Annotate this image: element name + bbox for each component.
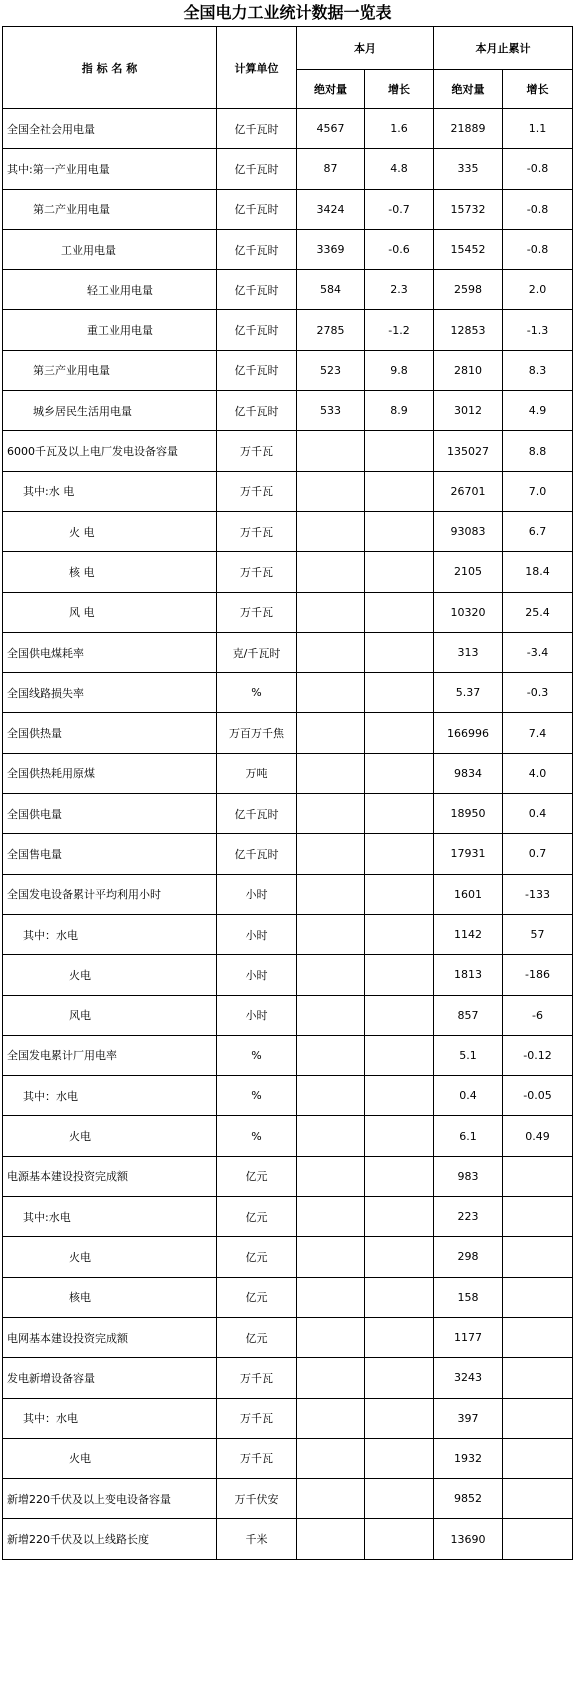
row-ytd-absolute: 2810: [434, 350, 503, 390]
row-ytd-growth: [503, 1197, 573, 1237]
table-row: [3, 511, 573, 551]
row-month-growth: [365, 1277, 434, 1317]
row-month-absolute: [297, 1317, 365, 1357]
page-title: 全国电力工业统计数据一览表: [183, 3, 392, 22]
row-unit: 万千瓦: [217, 1438, 297, 1478]
row-month-absolute: [297, 1116, 365, 1156]
row-ytd-growth: -0.12: [503, 1035, 573, 1075]
row-month-growth: [365, 713, 434, 753]
row-ytd-absolute: 3012: [434, 391, 503, 431]
table-row: [3, 229, 573, 269]
row-unit: 亿千瓦时: [217, 270, 297, 310]
row-ytd-absolute: 1601: [434, 874, 503, 914]
row-unit: 万千瓦: [217, 1398, 297, 1438]
row-ytd-growth: 6.7: [503, 511, 573, 551]
row-ytd-absolute: 158: [434, 1277, 503, 1317]
row-unit: 万千瓦: [217, 471, 297, 511]
row-month-growth: [365, 753, 434, 793]
row-ytd-absolute: 2598: [434, 270, 503, 310]
table-row: [3, 391, 573, 431]
row-unit: 小时: [217, 874, 297, 914]
row-month-growth: [365, 834, 434, 874]
table-row: [3, 753, 573, 793]
row-ytd-growth: 4.0: [503, 753, 573, 793]
row-name: 火 电: [3, 511, 217, 551]
row-name: 风 电: [3, 592, 217, 632]
row-month-absolute: [297, 914, 365, 954]
row-month-growth: -1.2: [365, 310, 434, 350]
row-unit: 亿千瓦时: [217, 794, 297, 834]
row-unit: 万千瓦: [217, 431, 297, 471]
row-name: 6000千瓦及以上电厂发电设备容量: [3, 431, 217, 471]
row-month-growth: [365, 1519, 434, 1559]
row-ytd-absolute: 9852: [434, 1479, 503, 1519]
row-month-absolute: [297, 1237, 365, 1277]
row-month-growth: [365, 1116, 434, 1156]
row-month-absolute: 3369: [297, 229, 365, 269]
table-row: [3, 1156, 573, 1196]
row-month-absolute: 533: [297, 391, 365, 431]
row-month-growth: -0.7: [365, 189, 434, 229]
table-row: [3, 1197, 573, 1237]
table-row: [3, 1116, 573, 1156]
row-unit: 亿千瓦时: [217, 310, 297, 350]
row-ytd-growth: 2.0: [503, 270, 573, 310]
row-ytd-absolute: 397: [434, 1398, 503, 1438]
row-unit: %: [217, 673, 297, 713]
table-row: [3, 673, 573, 713]
row-month-growth: [365, 1479, 434, 1519]
row-ytd-absolute: 9834: [434, 753, 503, 793]
table-row: [3, 1398, 573, 1438]
row-name: 其中：水电: [3, 914, 217, 954]
row-month-growth: [365, 1035, 434, 1075]
row-ytd-absolute: 2105: [434, 552, 503, 592]
table-row: [3, 1237, 573, 1277]
row-ytd-absolute: 15452: [434, 229, 503, 269]
row-ytd-growth: 57: [503, 914, 573, 954]
row-unit: 万千瓦: [217, 592, 297, 632]
row-name: 风电: [3, 995, 217, 1035]
row-month-growth: 1.6: [365, 109, 434, 149]
table-row: [3, 1277, 573, 1317]
row-month-growth: [365, 1358, 434, 1398]
row-name: 第二产业用电量: [3, 189, 217, 229]
row-unit: %: [217, 1035, 297, 1075]
row-month-absolute: [297, 1358, 365, 1398]
table-row: [3, 1076, 573, 1116]
row-month-growth: [365, 1156, 434, 1196]
table-row: [3, 1479, 573, 1519]
row-month-growth: 9.8: [365, 350, 434, 390]
row-name: 电网基本建设投资完成额: [3, 1317, 217, 1357]
table-row: [3, 713, 573, 753]
header-this-month: 本月: [297, 27, 434, 70]
row-unit: 克/千瓦时: [217, 632, 297, 672]
row-ytd-growth: [503, 1317, 573, 1357]
row-name: 全国售电量: [3, 834, 217, 874]
table-row: [3, 552, 573, 592]
row-unit: 亿千瓦时: [217, 391, 297, 431]
row-month-growth: [365, 673, 434, 713]
row-month-absolute: [297, 552, 365, 592]
row-ytd-absolute: 15732: [434, 189, 503, 229]
table-row: [3, 632, 573, 672]
table-row: [3, 1035, 573, 1075]
row-name: 城乡居民生活用电量: [3, 391, 217, 431]
table-body: [3, 109, 573, 1560]
row-ytd-growth: 1.1: [503, 109, 573, 149]
row-ytd-absolute: 298: [434, 1237, 503, 1277]
table-row: [3, 431, 573, 471]
table-row: [3, 592, 573, 632]
row-ytd-growth: 7.4: [503, 713, 573, 753]
row-ytd-growth: 25.4: [503, 592, 573, 632]
table-row: [3, 955, 573, 995]
row-name: 核电: [3, 1277, 217, 1317]
row-ytd-absolute: 223: [434, 1197, 503, 1237]
row-name: 其中:水电: [3, 1197, 217, 1237]
row-month-absolute: 4567: [297, 109, 365, 149]
row-month-absolute: [297, 1197, 365, 1237]
row-month-absolute: 2785: [297, 310, 365, 350]
row-unit: 万百万千焦: [217, 713, 297, 753]
row-name: 全国供热耗用原煤: [3, 753, 217, 793]
row-ytd-absolute: 983: [434, 1156, 503, 1196]
row-ytd-absolute: 166996: [434, 713, 503, 753]
row-ytd-absolute: 17931: [434, 834, 503, 874]
row-name: 新增220千伏及以上变电设备容量: [3, 1479, 217, 1519]
row-month-absolute: [297, 1519, 365, 1559]
table-row: [3, 834, 573, 874]
row-ytd-growth: [503, 1479, 573, 1519]
row-month-growth: [365, 794, 434, 834]
row-unit: 千米: [217, 1519, 297, 1559]
row-month-absolute: [297, 592, 365, 632]
row-name: 火电: [3, 1116, 217, 1156]
row-name: 火电: [3, 955, 217, 995]
row-ytd-growth: -6: [503, 995, 573, 1035]
row-ytd-absolute: 0.4: [434, 1076, 503, 1116]
row-ytd-growth: [503, 1398, 573, 1438]
row-month-growth: [365, 552, 434, 592]
row-month-growth: [365, 1237, 434, 1277]
row-name: 全国全社会用电量: [3, 109, 217, 149]
table-header: [3, 27, 573, 109]
table-row: [3, 270, 573, 310]
row-ytd-growth: 4.9: [503, 391, 573, 431]
row-ytd-growth: -0.8: [503, 149, 573, 189]
row-month-absolute: [297, 834, 365, 874]
table-row: [3, 874, 573, 914]
row-unit: 亿元: [217, 1277, 297, 1317]
row-ytd-growth: [503, 1358, 573, 1398]
header-indicator: 指 标 名 称: [3, 27, 217, 109]
row-month-absolute: [297, 753, 365, 793]
row-name: 其中：水电: [3, 1076, 217, 1116]
row-ytd-growth: 7.0: [503, 471, 573, 511]
row-ytd-growth: [503, 1237, 573, 1277]
row-unit: 亿千瓦时: [217, 834, 297, 874]
row-ytd-growth: -0.3: [503, 673, 573, 713]
row-unit: 亿千瓦时: [217, 229, 297, 269]
row-ytd-absolute: 10320: [434, 592, 503, 632]
row-unit: %: [217, 1076, 297, 1116]
table-row: [3, 914, 573, 954]
row-ytd-absolute: 135027: [434, 431, 503, 471]
table-row: [3, 1317, 573, 1357]
row-month-absolute: [297, 471, 365, 511]
header-ytd-absolute: 绝对量: [434, 70, 503, 109]
row-month-absolute: [297, 1035, 365, 1075]
row-unit: 亿千瓦时: [217, 109, 297, 149]
row-ytd-absolute: 93083: [434, 511, 503, 551]
row-month-absolute: [297, 1479, 365, 1519]
row-month-growth: [365, 874, 434, 914]
header-ytd: 本月止累计: [434, 27, 573, 70]
row-name: 全国发电累计厂用电率: [3, 1035, 217, 1075]
row-name: 核 电: [3, 552, 217, 592]
row-unit: 亿元: [217, 1317, 297, 1357]
row-ytd-absolute: 313: [434, 632, 503, 672]
row-name: 电源基本建设投资完成额: [3, 1156, 217, 1196]
row-month-growth: [365, 1076, 434, 1116]
header-month-absolute: 绝对量: [297, 70, 365, 109]
row-ytd-growth: [503, 1156, 573, 1196]
row-ytd-growth: -133: [503, 874, 573, 914]
row-unit: 万千瓦: [217, 1358, 297, 1398]
row-month-absolute: [297, 1076, 365, 1116]
row-ytd-absolute: 3243: [434, 1358, 503, 1398]
header-ytd-growth: 增长: [503, 70, 573, 109]
row-month-growth: [365, 632, 434, 672]
row-unit: 万吨: [217, 753, 297, 793]
row-ytd-absolute: 13690: [434, 1519, 503, 1559]
row-ytd-absolute: 5.1: [434, 1035, 503, 1075]
row-name: 重工业用电量: [3, 310, 217, 350]
row-month-growth: 8.9: [365, 391, 434, 431]
row-ytd-absolute: 18950: [434, 794, 503, 834]
row-name: 发电新增设备容量: [3, 1358, 217, 1398]
row-ytd-growth: -3.4: [503, 632, 573, 672]
row-ytd-growth: -186: [503, 955, 573, 995]
row-name: 轻工业用电量: [3, 270, 217, 310]
row-unit: %: [217, 1116, 297, 1156]
row-ytd-absolute: 1142: [434, 914, 503, 954]
row-unit: 亿千瓦时: [217, 189, 297, 229]
table-row: [3, 310, 573, 350]
row-month-absolute: 3424: [297, 189, 365, 229]
row-month-absolute: [297, 955, 365, 995]
row-name: 全国供电量: [3, 794, 217, 834]
row-month-growth: [365, 995, 434, 1035]
table-row: [3, 1438, 573, 1478]
row-name: 其中：水电: [3, 1398, 217, 1438]
row-ytd-growth: -0.8: [503, 189, 573, 229]
row-month-growth: [365, 1197, 434, 1237]
row-name: 火电: [3, 1237, 217, 1277]
row-unit: 万千瓦: [217, 511, 297, 551]
row-unit: 亿元: [217, 1237, 297, 1277]
table-row: [3, 471, 573, 511]
table-row: [3, 1519, 573, 1559]
row-unit: 万千伏安: [217, 1479, 297, 1519]
row-month-growth: [365, 914, 434, 954]
table-row: [3, 995, 573, 1035]
row-month-absolute: 523: [297, 350, 365, 390]
row-month-absolute: [297, 1438, 365, 1478]
table-row: [3, 109, 573, 149]
row-month-growth: [365, 1398, 434, 1438]
row-name: 全国供电煤耗率: [3, 632, 217, 672]
row-ytd-growth: 0.7: [503, 834, 573, 874]
row-name: 全国发电设备累计平均利用小时: [3, 874, 217, 914]
row-ytd-growth: 0.4: [503, 794, 573, 834]
row-month-growth: [365, 592, 434, 632]
row-ytd-growth: 18.4: [503, 552, 573, 592]
table-row: [3, 794, 573, 834]
row-ytd-growth: [503, 1277, 573, 1317]
header-month-growth: 增长: [365, 70, 434, 109]
row-month-growth: [365, 511, 434, 551]
row-ytd-growth: 8.8: [503, 431, 573, 471]
row-ytd-absolute: 1177: [434, 1317, 503, 1357]
row-month-absolute: 87: [297, 149, 365, 189]
row-month-absolute: [297, 1398, 365, 1438]
row-month-absolute: [297, 794, 365, 834]
row-month-absolute: [297, 673, 365, 713]
row-month-absolute: [297, 431, 365, 471]
row-month-growth: 4.8: [365, 149, 434, 189]
row-name: 其中:水 电: [3, 471, 217, 511]
row-name: 全国供热量: [3, 713, 217, 753]
row-name: 全国线路损失率: [3, 673, 217, 713]
row-month-absolute: [297, 874, 365, 914]
row-unit: 小时: [217, 914, 297, 954]
row-ytd-growth: -1.3: [503, 310, 573, 350]
row-name: 火电: [3, 1438, 217, 1478]
row-unit: 亿千瓦时: [217, 350, 297, 390]
row-month-absolute: [297, 1277, 365, 1317]
row-month-growth: [365, 471, 434, 511]
header-unit: 计算单位: [217, 27, 297, 109]
row-unit: 亿千瓦时: [217, 149, 297, 189]
row-unit: 小时: [217, 955, 297, 995]
row-month-absolute: [297, 1156, 365, 1196]
row-unit: 小时: [217, 995, 297, 1035]
row-ytd-growth: [503, 1438, 573, 1478]
row-month-absolute: [297, 511, 365, 551]
row-name: 其中:第一产业用电量: [3, 149, 217, 189]
row-month-growth: [365, 955, 434, 995]
row-month-absolute: [297, 995, 365, 1035]
row-month-growth: [365, 431, 434, 471]
row-name: 工业用电量: [3, 229, 217, 269]
row-month-growth: -0.6: [365, 229, 434, 269]
table-row: [3, 1358, 573, 1398]
row-unit: 万千瓦: [217, 552, 297, 592]
statistics-table: [2, 26, 573, 1560]
row-ytd-absolute: 335: [434, 149, 503, 189]
row-ytd-absolute: 21889: [434, 109, 503, 149]
row-unit: 亿元: [217, 1197, 297, 1237]
row-ytd-absolute: 6.1: [434, 1116, 503, 1156]
row-unit: 亿元: [217, 1156, 297, 1196]
row-month-growth: [365, 1317, 434, 1357]
row-ytd-absolute: 26701: [434, 471, 503, 511]
table-row: [3, 149, 573, 189]
row-ytd-growth: -0.8: [503, 229, 573, 269]
row-name: 第三产业用电量: [3, 350, 217, 390]
row-month-absolute: 584: [297, 270, 365, 310]
row-month-absolute: [297, 632, 365, 672]
row-ytd-growth: [503, 1519, 573, 1559]
row-ytd-absolute: 1932: [434, 1438, 503, 1478]
row-name: 新增220千伏及以上线路长度: [3, 1519, 217, 1559]
row-ytd-absolute: 1813: [434, 955, 503, 995]
row-ytd-growth: 8.3: [503, 350, 573, 390]
row-ytd-absolute: 5.37: [434, 673, 503, 713]
row-month-growth: 2.3: [365, 270, 434, 310]
row-month-growth: [365, 1438, 434, 1478]
row-month-absolute: [297, 713, 365, 753]
row-ytd-absolute: 12853: [434, 310, 503, 350]
row-ytd-growth: -0.05: [503, 1076, 573, 1116]
table-row: [3, 350, 573, 390]
row-ytd-absolute: 857: [434, 995, 503, 1035]
row-ytd-growth: 0.49: [503, 1116, 573, 1156]
table-row: [3, 189, 573, 229]
